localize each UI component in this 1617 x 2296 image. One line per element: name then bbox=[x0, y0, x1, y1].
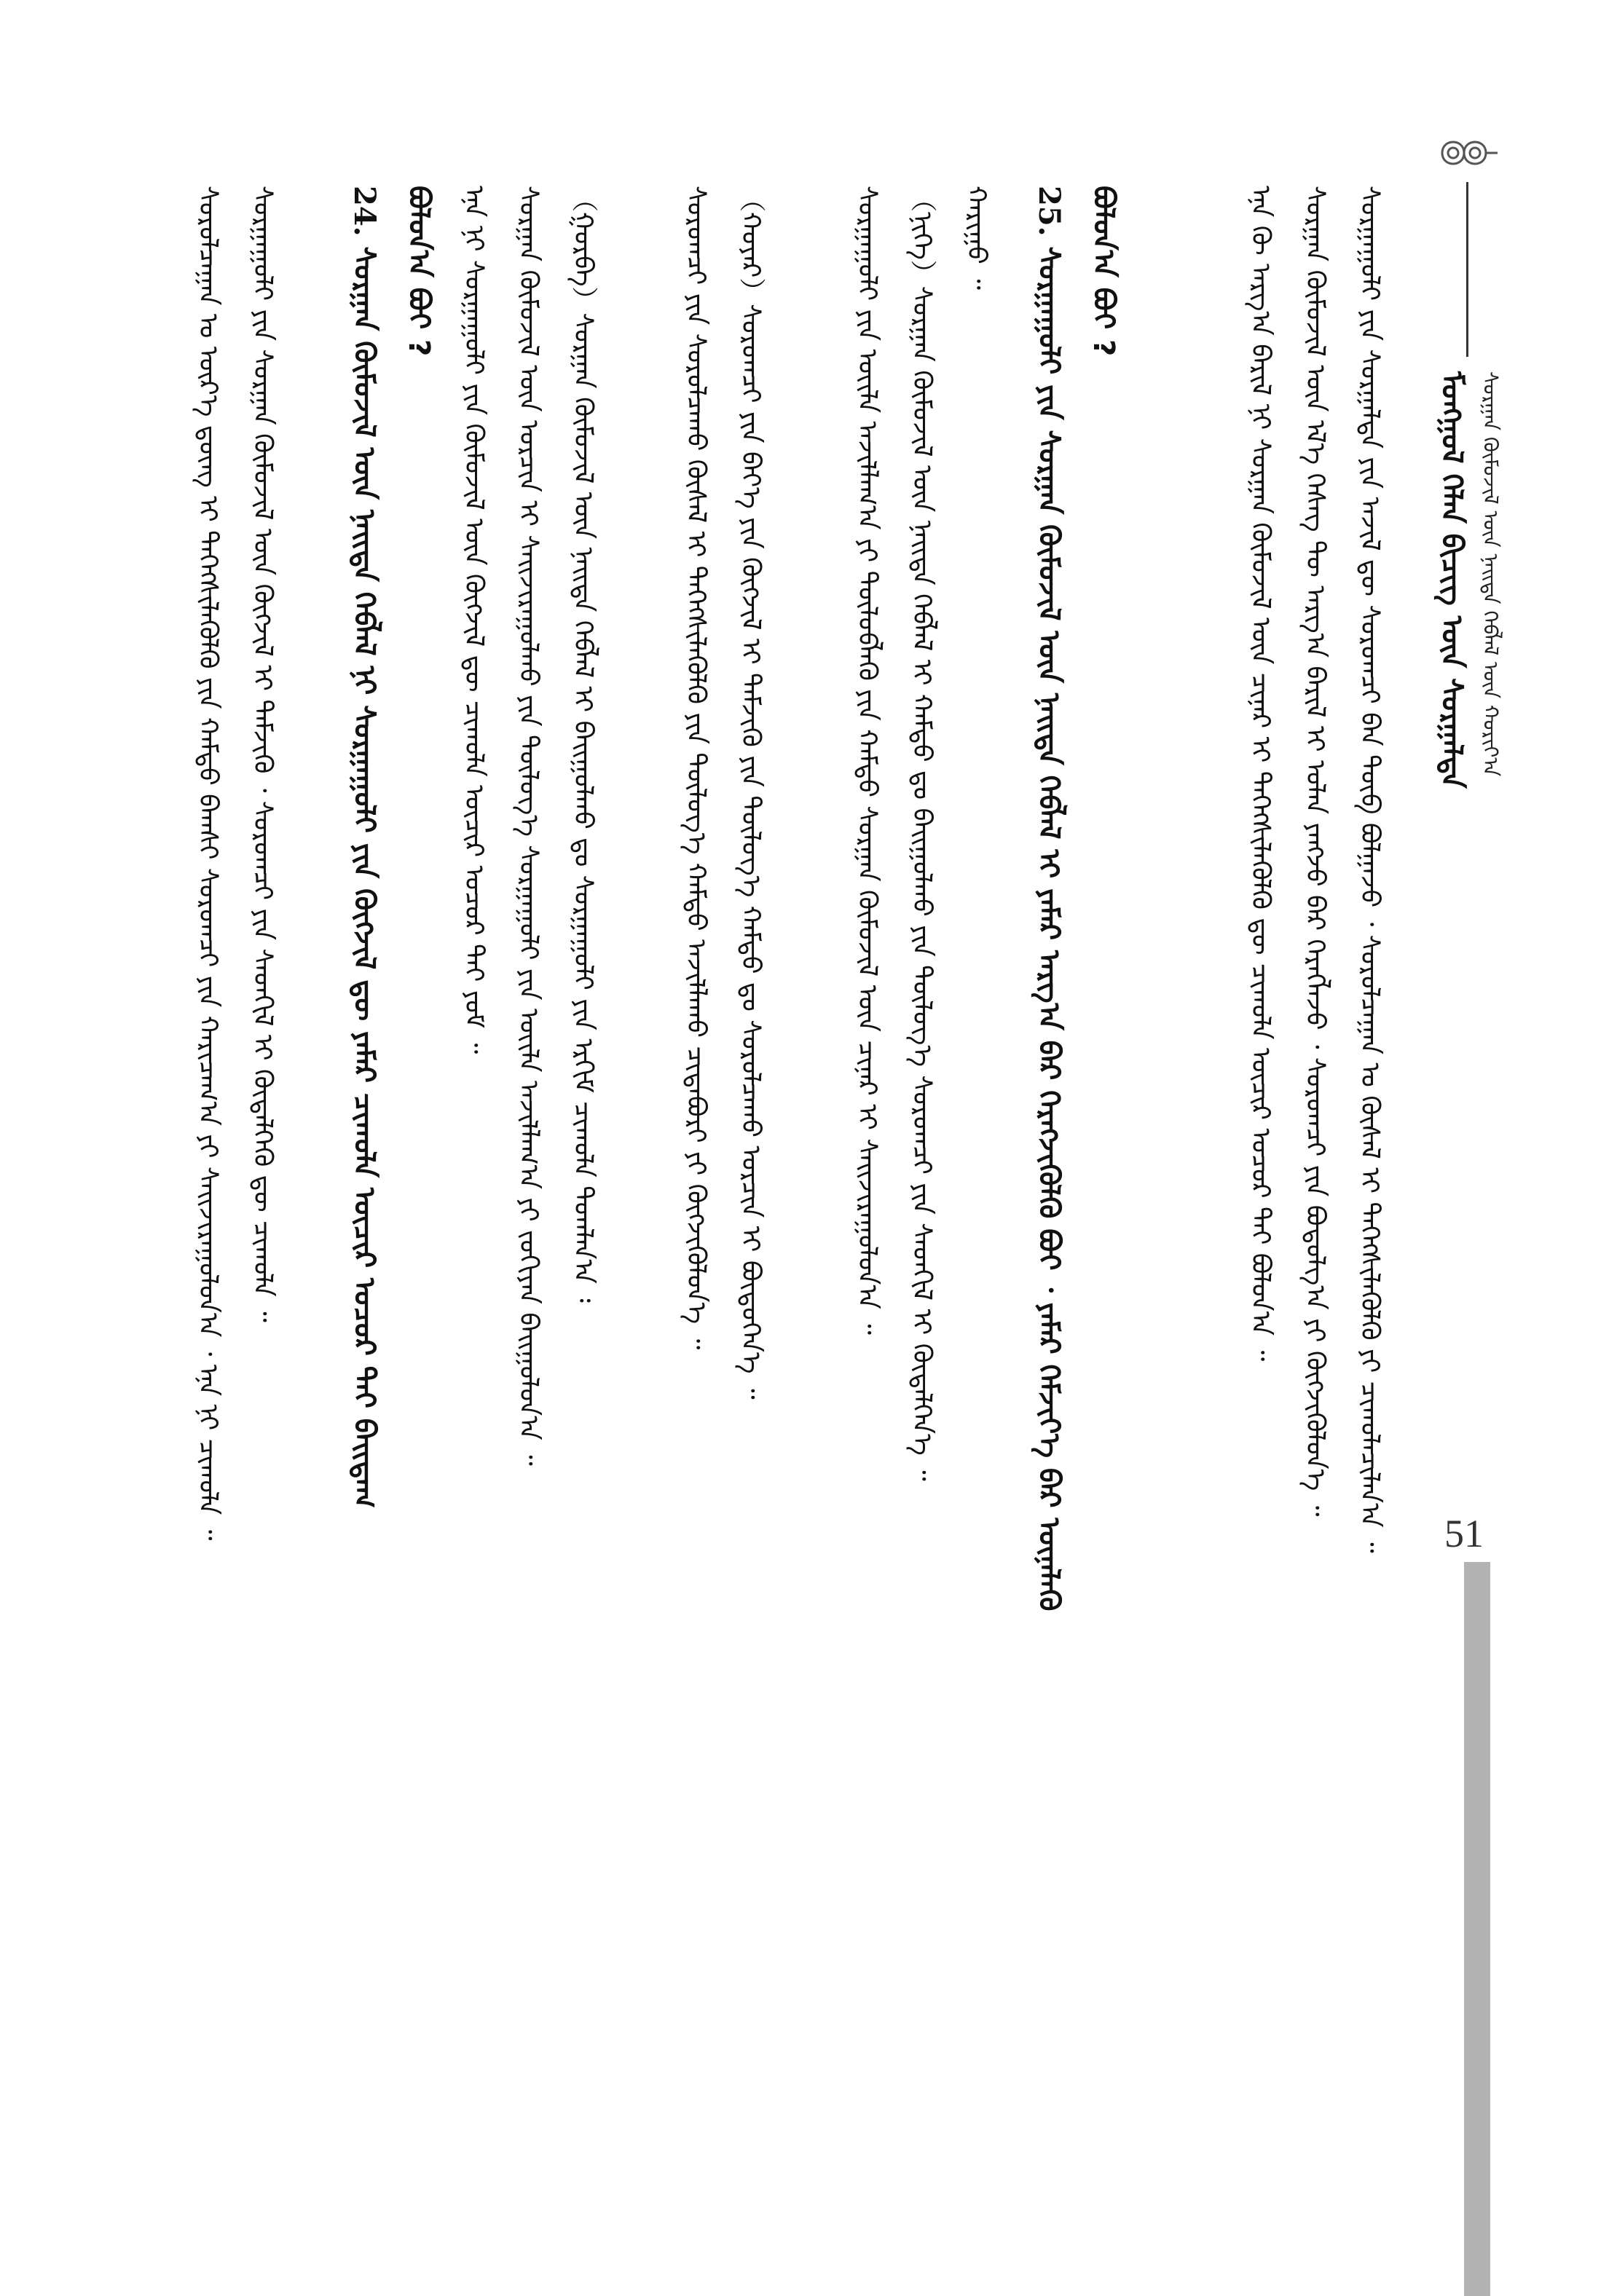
text-column-3: ᠡᠨᠡ ᠬᠦ ᠠᠷᠭ᠎ᠠ ᠪᠠᠷᠢᠯ ᠨᠢ ᠰᠤᠷᠭᠠᠨ ᠬᠦᠮᠦᠵᠢᠯ ᠦᠨ ᠴᠢᠨᠠᠷ ᠢ ᠳᠡᠭᠡᠭᠰᠢᠯᠡᠭᠦᠯᠬᠦ ᠳᠦ ᠴᠢᠬᠤᠯᠠ ᠦᠴᠢᠷ ᠤᠴᠤᠷ ᠲᠠᠢ ᠪᠣᠯᠤᠨ᠎ᠠ ᠃ bbox=[1246, 186, 1275, 1362]
text-column-16: ᠰᠤᠷᠭᠠᠭᠤᠯᠢ ᠶᠢᠨ ᠰᠤᠷᠭᠠᠨ ᠬᠦᠮᠦᠵᠢᠯ ᠦᠨ ᠬᠥᠭᠵᠢᠯ ᠢ ᠳᠡᠮᠵᠢᠬᠦ ᠂ ᠰᠤᠷᠤᠭᠴᠢ ᠶᠢᠨ ᠰᠡᠳᠬᠢᠯ ᠢ ᠬᠥᠳᠡᠯᠭᠡᠬᠦ ᠳᠦ ᠴᠢᠬᠤᠯᠠ ᠃ bbox=[248, 186, 278, 1322]
text-column-1: ᠰᠤᠷᠭᠠᠭᠤᠯᠢ ᠶᠢᠨ ᠰᠤᠷᠭᠠᠯᠲᠠ ᠶᠢᠨ ᠠᠵᠢᠯ ᠳᠦ ᠰᠤᠷᠤᠭᠴᠢ ᠪᠠᠨ ᠲᠥᠪ ᠪᠣᠯᠭᠠᠵᠤ ᠂ ᠰᠤᠷᠤᠯᠴᠠᠭᠠᠨ ᠤ ᠬᠦᠰᠡᠯ ᠢ ᠳᠡᠭᠡᠭᠰᠢᠯᠡᠭᠦᠯᠬᠦ ᠶᠢ ᠴᠢᠬᠤᠯᠠᠴᠢᠯᠠᠨ᠎ᠠ ᠃ bbox=[1355, 186, 1385, 1553]
text-column-8: ᠰᠤᠷᠭᠠᠭᠤᠯᠢ ᠶᠢᠨ ᠦᠢᠯᠡ ᠠᠵᠢᠯᠯᠠᠭ᠎ᠠ ᠶᠢ ᠲᠥᠯᠦᠪᠯᠡᠬᠦ ᠶᠢᠨ ᠬᠠᠮᠲᠤ ᠰᠤᠷᠭᠠᠨ ᠬᠦᠮᠦᠵᠢᠯ ᠦᠨ ᠴᠢᠨᠠᠷ ᠢ ᠰᠠᠢᠵᠢᠷᠠᠭᠤᠯᠤᠨ᠎ᠠ ᠃ bbox=[852, 186, 882, 1335]
side-tab bbox=[1464, 1562, 1490, 2296]
page-number: 51 bbox=[1444, 1512, 1484, 1555]
running-header bbox=[1420, 124, 1537, 1070]
question-text: ᠰᠤᠷᠭᠠᠭᠤᠯᠢ ᠶᠢᠨ ᠰᠤᠷᠭᠠᠨ ᠬᠦᠮᠦᠵᠢᠯ ᠦᠨ ᠨᠡᠢᠲᠡ ᠬᠡᠪᠯᠡᠯ ᠢ ᠶᠠᠮᠠᠷ ᠠᠷᠭ᠎ᠠ ᠪᠠᠷ ᠬᠡᠷᠡᠭᠵᠢᠭᠦᠯᠬᠦ ᠪᠤᠢ ᠂ ᠶᠠᠮᠠᠷ ᠬᠡᠮᠵᠢᠶ᠎ᠡ ᠪᠠᠷ ᠦᠨᠡᠯᠡᠬᠦ bbox=[1032, 246, 1066, 1611]
text-column-2: ᠰᠤᠷᠭᠠᠨ ᠬᠦᠮᠦᠵᠢᠯ ᠦᠨ ᠡᠯ᠎ᠡ ᠬᠡᠰᠡᠭ ᠲᠦ ᠠᠷᠭ᠎ᠠ ᠪᠠᠷᠢᠯ ᠢ ᠣᠯᠠᠨ ᠶᠠᠩᠵᠤ ᠪᠡᠷ ᠬᠡᠷᠡᠭᠯᠡᠵᠦ ᠂ ᠰᠤᠷᠤᠭᠴᠢ ᠶᠢᠨ ᠪᠣᠳᠣᠯᠭ᠎ᠠ ᠶᠢ ᠬᠥᠭᠵᠢᠭᠦᠯᠦᠨ᠎ᠡ ᠃ bbox=[1300, 186, 1330, 1517]
question-number: 25. bbox=[1032, 186, 1066, 237]
question-number: 24. bbox=[347, 186, 382, 237]
question-ending: ᠪᠣᠯᠤᠨ᠎ᠠ ᠪᠤᠢ ? bbox=[1087, 186, 1120, 357]
header-series-title: ᠰᠤᠷᠭᠠᠨ ᠬᠦᠮᠦᠵᠢᠯ ᠦᠨ ᠨᠡᠢᠲᠡ ᠬᠡᠪᠯᠡᠯ ᠦᠨ ᠬᠣᠷᠢᠶ᠎ᠠ bbox=[1479, 371, 1503, 777]
question-ending: ᠪᠣᠯᠤᠨ᠎ᠠ ᠪᠤᠢ ? bbox=[402, 186, 436, 357]
question-text: ᠰᠤᠷᠭᠠᠨ ᠬᠦᠮᠦᠵᠢᠯ ᠦᠨ ᠨᠡᠢᠲᠡ ᠬᠡᠪᠯᠡᠯ ᠨᠢ ᠰᠤᠷᠭᠠᠭᠤᠯᠢ ᠶᠢᠨ ᠬᠥᠭᠵᠢᠯ ᠳᠦ ᠶᠠᠮᠠᠷ ᠴᠢᠬᠤᠯᠠ ᠦᠴᠢᠷ ᠤᠴᠤᠷ ᠲᠠᠢ ᠪᠠᠢᠳᠠᠭ bbox=[347, 246, 381, 1508]
knot-ornament-icon bbox=[1435, 131, 1500, 175]
text-column-11: （ᠭᠤᠷᠪᠠ）ᠰᠤᠷᠭᠠᠨ ᠬᠦᠮᠦᠵᠢᠯ ᠦᠨ ᠨᠡᠢᠲᠡ ᠬᠡᠪᠯᠡᠯ ᠢ ᠪᠠᠢᠭᠤᠯᠬᠤ ᠳᠤ ᠰᠤᠷᠭᠠᠭᠤᠯᠢ ᠶᠢᠨ ᠡᠷᠬᠢᠮ ᠴᠢᠬᠤᠯᠠ ᠲᠣᠭᠯᠠᠨ᠎ᠠ ᠄ bbox=[568, 186, 598, 1303]
text-column-13: ᠡᠨᠡ ᠨᠢ ᠰᠤᠷᠭᠠᠭᠤᠯᠢ ᠶᠢᠨ ᠬᠦᠮᠦᠵᠢᠯ ᠦᠨ ᠬᠥᠭᠵᠢᠯ ᠳᠦ ᠴᠢᠬᠤᠯᠠ ᠦᠴᠢᠷ ᠤᠴᠤᠷ ᠲᠠᠢ ᠶᠤᠮ ᠃ bbox=[459, 186, 489, 1054]
header-title: ᠮᠣᠩᠭᠣᠯ ᠬᠡᠯᠡᠨ ᠪᠢᠴᠢᠭ ᠦᠨ ᠰᠤᠷᠭᠠᠯᠲᠠ bbox=[1435, 371, 1469, 789]
question-25 bbox=[1032, 186, 1066, 1611]
text-column-7: （ᠨᠢᠭᠡ）ᠰᠤᠷᠭᠠᠨ ᠬᠦᠮᠦᠵᠢᠯ ᠦᠨ ᠨᠡᠢᠲᠡ ᠬᠡᠪᠯᠡᠯ ᠢ ᠬᠠᠮᠲᠤ ᠳᠤ ᠪᠠᠢᠭᠤᠯᠬᠤ ᠶᠢᠨ ᠲᠥᠯᠦᠭ᠎ᠡ ᠰᠤᠷᠤᠭᠴᠢ ᠶᠢᠨ ᠰᠡᠳᠬᠢᠯ ᠢ ᠬᠥᠳᠡᠯᠭᠡᠨ᠎ᠡ ᠃ bbox=[907, 186, 937, 1481]
text-column-12: ᠰᠤᠷᠭᠠᠨ ᠬᠦᠮᠦᠵᠢᠯ ᠦᠨ ᠣᠷᠴᠢᠨ ᠢ ᠰᠠᠢᠵᠢᠷᠠᠭᠤᠯᠬᠤ ᠶᠢᠨ ᠲᠥᠯᠦᠭ᠎ᠡ ᠰᠤᠷᠭᠠᠭᠤᠯᠢ ᠶᠢᠨ ᠦᠢᠯᠡ ᠠᠵᠢᠯᠯᠠᠭ᠎ᠠ ᠶᠢ ᠵᠣᠬᠢᠶᠠᠨ ᠪᠠᠢᠭᠤᠯᠤᠨ᠎ᠠ ᠃ bbox=[514, 186, 543, 1466]
text-column-10: ᠰᠤᠷᠤᠭᠴᠢ ᠶᠢᠨ ᠰᠤᠷᠤᠯᠴᠠᠬᠤ ᠬᠦᠰᠡᠯ ᠢ ᠳᠡᠭᠡᠭᠰᠢᠯᠡᠭᠦᠯᠬᠦ ᠶᠢᠨ ᠲᠥᠯᠦᠭ᠎ᠡ ᠬᠠᠮᠲᠤ ᠠᠵᠢᠯᠯᠠᠬᠤ ᠴᠢᠳᠠᠪᠤᠷᠢ ᠶᠢ ᠬᠥᠭᠵᠢᠭᠦᠯᠦᠨ᠎ᠡ ᠃ bbox=[681, 186, 711, 1350]
text-column-17: ᠰᠤᠷᠤᠯᠴᠠᠭᠠᠨ ᠤ ᠦᠷ᠎ᠡ ᠳ᠋ᠦᠩ ᠢ ᠳᠡᠭᠡᠭᠰᠢᠯᠡᠭᠦᠯᠬᠦ ᠶᠢᠨ ᠬᠠᠮᠲᠤ ᠪᠠᠭᠰᠢ ᠰᠤᠷᠤᠭᠴᠢ ᠶᠢᠨ ᠬᠠᠷᠢᠴᠠᠭ᠎ᠠ ᠶᠢ ᠰᠠᠢᠵᠢᠷᠠᠭᠤᠯᠤᠨ᠎ᠠ ᠂ ᠡᠨᠡ ᠨᠢ ᠴᠢᠬᠤᠯᠠ ᠃ bbox=[193, 186, 223, 1541]
header-rule bbox=[1466, 182, 1468, 357]
question-24 bbox=[347, 186, 382, 1508]
text-column-6: ᠬᠠᠷᠢᠭᠤ ᠃ bbox=[961, 186, 991, 290]
text-column-9: （ᠬᠣᠶᠠᠷ）ᠰᠤᠷᠤᠭᠴᠢ ᠶᠢᠨ ᠪᠡᠶ᠎ᠡ ᠶᠢᠨ ᠬᠥᠭᠵᠢᠯ ᠢ ᠳᠡᠮᠵᠢᠬᠦ ᠶᠢᠨ ᠲᠥᠯᠦᠭ᠎ᠡ ᠬᠠᠮᠲᠤ ᠳᠤ ᠰᠤᠷᠤᠯᠴᠠᠬᠤ ᠤᠷᠴᠢᠨ ᠢ ᠪᠦᠲᠦᠭᠡᠨ᠎ᠡ ᠃ bbox=[736, 186, 766, 1400]
